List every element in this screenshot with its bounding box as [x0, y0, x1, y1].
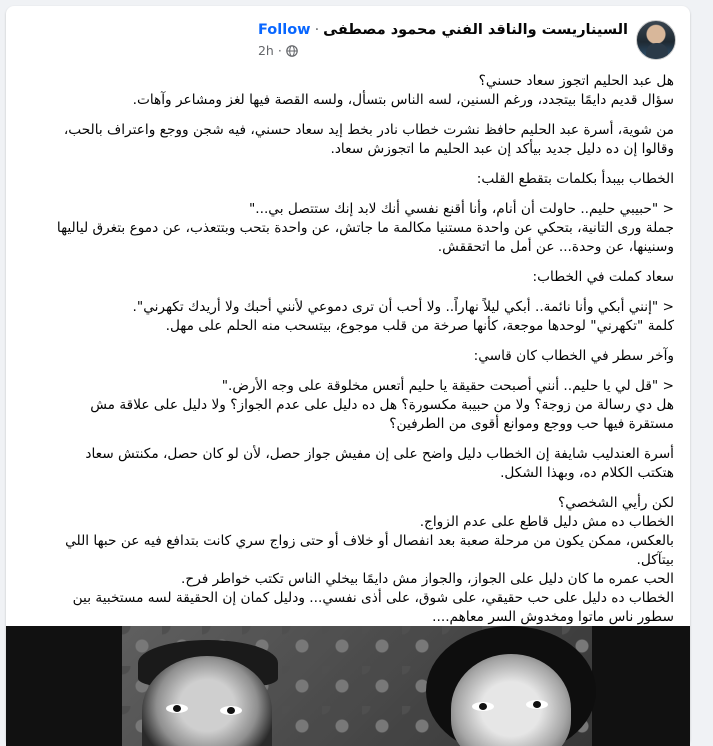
- follow-button[interactable]: Follow: [257, 21, 311, 38]
- post-line: الحب عمره ما كان دليل على الجواز، والجواز مش دايمًا بيخلي الناس تكتب خواطر فرح.: [181, 571, 674, 587]
- post-paragraph: [22, 72, 674, 110]
- post-paragraph: [22, 445, 674, 483]
- post-line: سؤال قديم دايمًا بيتجدد، ورغم السنين، لسه الناس بتسأل، ولسه القصة فيها لغز ومشاعر وآهات.: [132, 92, 674, 108]
- post-line: كلمة "تكهرني" لوحدها موجعة، كأنها صرخة من قلب موجوع، بيتسحب منه الحلم على مهل.: [165, 318, 674, 334]
- post-paragraph: [22, 200, 674, 257]
- author-info: [258, 21, 628, 60]
- post-line: وقالوا إن ده دليل جديد بيأكد إن عبد الحليم ما اتجوزش سعاد.: [330, 141, 674, 157]
- photo-man-eye: [166, 704, 188, 713]
- post-line: وآخر سطر في الخطاب كان قاسي:: [473, 348, 674, 364]
- post-line: جملة ورى التانية، بتحكي عن واحدة مستنيا مكالمة ما جاتش، عن واحدة بتحب وبتتعذب، عن دموع بتغرق لياليها: [56, 220, 674, 236]
- post-line: بيتآكل.: [636, 552, 674, 568]
- photo-man-eye: [220, 706, 242, 715]
- post-paragraph: [22, 347, 674, 366]
- post-line: وسنينها، عن وحدة... عن أمل ما اتحققش.: [437, 239, 674, 255]
- post-paragraph: [22, 494, 674, 627]
- post-line: أسرة العندليب شايفة إن الخطاب دليل واضح على إن مفيش جواز حصل، لأن لو كان حصل، مكنتش سعاد: [85, 446, 674, 462]
- post-paragraph: [22, 170, 674, 189]
- post-line: لكن رأيي الشخصي؟: [557, 495, 674, 511]
- photo-woman-eye: [526, 700, 548, 709]
- photo-woman-eye: [472, 702, 494, 711]
- post-paragraph: [22, 121, 674, 159]
- post-photo[interactable]: [6, 626, 690, 746]
- post-line: هتكتب الكلام ده، وبهذا الشكل.: [500, 465, 674, 481]
- post-line: الخطاب بيبدأ بكلمات بتقطع القلب:: [476, 171, 674, 187]
- post-text: [22, 72, 674, 638]
- post-line: هل عبد الحليم اتجوز سعاد حسني؟: [478, 73, 674, 89]
- post-line: من شوية، أسرة عبد الحليم حافظ نشرت خطاب نادر بخط إيد سعاد حسني، فيه شجن ووجع واعتراف بالحب،: [63, 122, 674, 138]
- post-time[interactable]: 2h: [257, 42, 274, 58]
- author-name[interactable]: السيناريست والناقد الفني محمود مصطفى: [323, 21, 628, 38]
- author-line: [258, 21, 628, 40]
- post-paragraph: [22, 298, 674, 336]
- avatar[interactable]: [636, 20, 676, 60]
- post-line: < "حبيبي حليم.. حاولت أن أنام، وأنا أقنع نفسي أنك لابد إنك ستتصل بي...": [248, 201, 674, 217]
- dot-separator: ·: [314, 21, 320, 38]
- post-line: < "إنني أبكي وأنا نائمة.. أبكي ليلاً نهاراً.. ولا أحب أن ترى دموعي لأنني أحبك ولا أريدك تكهرني".: [132, 299, 674, 315]
- post-paragraph: [22, 268, 674, 287]
- post-line: مستقرة فيها حب ووجع وموانع أقوى من الطرفين؟: [389, 416, 674, 432]
- meta-separator: ·: [277, 42, 282, 58]
- globe-icon[interactable]: [286, 45, 298, 57]
- post-line: الخطاب ده دليل على حب حقيقي، على شوق، على أذى نفسي... ودليل كمان إن الحقيقة لسه مستخبية بين: [72, 590, 674, 606]
- post-line: سطور ناس ماتوا ومخدوش السر معاهم....: [432, 609, 674, 625]
- post-line: < "قل لي يا حليم.. أنني أصبحت حقيقة يا حليم أتعس مخلوقة على وجه الأرض.": [221, 378, 674, 394]
- post-meta: [258, 42, 298, 60]
- post-line: بالعكس، ممكن يكون من مرحلة صعبة بعد انفصال أو خلاف أو حتى زواج سري كانت بتدافع فيه عن حبها اللي: [65, 533, 674, 549]
- post-line: سعاد كملت في الخطاب:: [532, 269, 674, 285]
- post-line: الخطاب ده مش دليل قاطع على عدم الزواج.: [419, 514, 674, 530]
- post-line: هل دي رسالة من زوجة؟ ولا من حبيبة مكسورة؟ هل ده دليل على عدم الجواز؟ ولا دليل على علاقة مش: [90, 397, 674, 413]
- post-paragraph: [22, 377, 674, 434]
- post-header: [258, 18, 676, 62]
